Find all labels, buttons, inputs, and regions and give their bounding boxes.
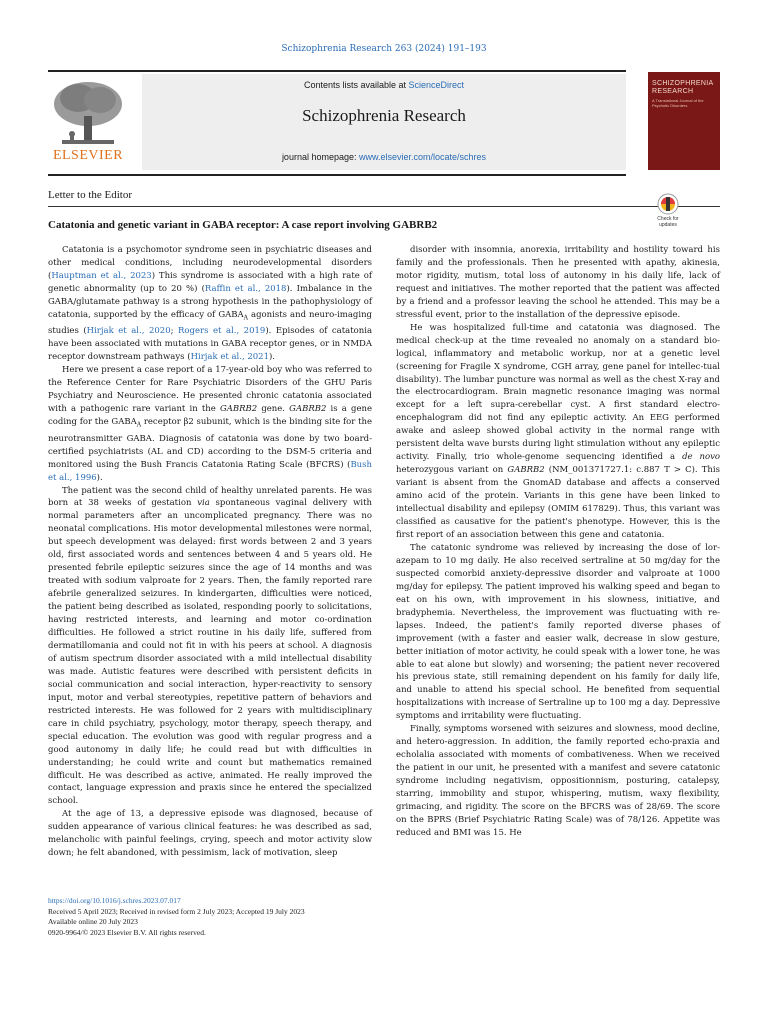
- header-bottom-rule: [48, 174, 626, 176]
- text-run: The catatonic syndrome was relieved by increasing the dose of lor-azepam to 10 mg daily. He also received sertraline at 50 mg/day for the suspected comorbid anxiety-depressive disorder and valproate at 1000 mg/day for epilepsy. The patient improved his walking speed and began to eat on his own, with improvement in his slowness, initiative, and bradyphemia. Nevertheless, the improvement was fluctuating with re-lapses. Indeed, the patient's family reported diverse phases of improvement (with a faster and easier walk, decrease in slow gesture, better initiation of motor activity, he could speak with a lower tone, he was able to eat alone but slowly) and worsening; the patient never recovered his previous state, still remaining dependent on his family for daily life, and unable to attend his special school. He benefited from sequential hospitalizations with increase of Sertraline up to 100 mg a day. Depressive symptoms and irritability were fluctuating.: [396, 542, 720, 722]
- text-run: The patient was the second child of healthy unrelated parents. He was born at 38 weeks of gestation: [48, 485, 372, 509]
- citation-link[interactable]: Rogers et al., 2019: [178, 326, 266, 337]
- text-run: agonists and neuro-imaging studies (: [48, 309, 372, 337]
- homepage-link[interactable]: www.elsevier.com/locate/schres: [359, 152, 487, 162]
- italic-text: GABRB2: [507, 465, 545, 476]
- article-title: Catatonia and genetic variant in GABA receptor: A case report involving GABRB2: [48, 219, 438, 231]
- text-run: He was hospitalized full-time and catatonia was diagnosed. The medical check-up at the time revealed no anomaly on a standard bio-logical, inflammatory and metabolic workup, nor at a genetic level (screening for Fragile X syndrome, CGH array, gene panel for intellec-tual disability). The lumbar puncture was normal as well as the chest X-ray and the electrocardiogram. Brain magnetic resonance imaging was normal except for a left supra-cerebellar cyst. A first standard electro-encephalogram did not find any epileptic activity. An EEG performed awake and asleep showed global activity in the normal range with persistent delta wave bursts during light stimulation without any epileptic activity. Finally, trio whole-genome sequencing identified a: [396, 322, 720, 463]
- copyright-line: 0920-9964/© 2023 Elsevier B.V. All rights reserved.: [48, 927, 206, 937]
- cover-title: SCHIZOPHRENIA RESEARCH: [652, 80, 714, 95]
- text-run: ).: [268, 352, 276, 363]
- citation-link[interactable]: Hauptman et al., 2023: [51, 270, 152, 281]
- doi-link[interactable]: https://doi.org/10.1016/j.schres.2023.07.017: [48, 896, 181, 905]
- homepage-line: [142, 152, 626, 162]
- italic-text: via: [197, 498, 210, 509]
- citation-link[interactable]: Hirjak et al., 2020: [86, 326, 171, 337]
- journal-title: Schizophrenia Research: [302, 106, 466, 125]
- italic-text: GABRB2: [219, 404, 258, 415]
- text-run: Here we present a case report of a 17-year-old boy who was referred to the Reference Center for Rare Psychiatric Disorders of the GHU Paris Psychiatry and Neuroscience. He presented chronic catatonia associated with a pathogenic rare variant in the: [48, 365, 372, 415]
- online-date: Available online 20 July 2023: [48, 917, 138, 926]
- check-updates-label: Check for updates: [657, 216, 679, 228]
- text-run: receptor β2 subunit, which is the binding site for the neurotransmitter GABA. Diagnosis of catatonia was done by two board-certified psychiatrists (AL and CD) according to the DSM-5 criteria and monitored using the Bush Francis Catatonia Rating Scale (BFCRS) (: [48, 417, 373, 470]
- text-run: disorder with insomnia, anorexia, irritability and hostility toward his family and the professionals. Then he presented with apathy, akinesia, motor rigidity, mutism, total loss of autonomy in his daily life, lack of request and initiatives. The mother reported that the patient was affected by a friend and a professor leaving the school he attended. This may be a stressful event, prior to the installation of the depressive episode.: [396, 245, 720, 320]
- text-run: Catatonia is a psychomotor syndrome seen in psychiatric diseases and other medical conditions, including neurodevelopmental disorders (: [48, 245, 372, 281]
- contents-prefix: Contents lists available at: [303, 80, 409, 90]
- citation-link[interactable]: Bush et al., 1996: [48, 459, 372, 483]
- text-run: spontaneous vaginal delivery with normal parameters after an uncomplicated pregnancy. There was no neonatal complications. His motor developmental milestones were normal, but speech development was delayed: first words between 2 and 3 years old, first associated words and sentences between 4 and 5 years old. He presented febrile epileptic seizures since the age of 14 months and was treated with sodium valproate for 2 years. Then, the family reported rare afebrile generalized seizures. In kindergarten, difficulties were noticed, the patient being described as isolated, responding poorly to solicitations, having restricted interests, and learning and motor co-ordination difficulties. He followed a strict routine in his daily life, suffered from dermatillomania and could not fit in with his peers at school. A diagnosis of autism spectrum disorder associated with a mild intellectual disability was made. Autistic features were described with persistent deficits in social communication and social interaction, hyper-reactivity to sensory input, motor and verbal stereotypies, repetitive pattern of behaviors and restricted interests. He was followed for 2 years with multidisciplinary care in child psychiatry, psychology, motor therapy, speech therapy, and special education. The evolution was good with regular progress and a good autonomy in daily life; he could read but with difficulties in understanding; he could write and count but mathematics remained difficult. He was described as active, animated. He really improved the contact, language expression and praxis since he entered the specialized school.: [48, 498, 372, 807]
- italic-text: GABRB2: [289, 404, 327, 415]
- text-run: ). Episodes of catatonia have been associated with mutations in GABA receptor genes, or in NMDA receptor downstream pathways (: [48, 326, 373, 363]
- header-top-rule: [48, 70, 626, 72]
- journal-citation[interactable]: Schizophrenia Research 263 (2024) 191–193: [281, 44, 487, 54]
- body-column-right: [396, 244, 720, 840]
- homepage-prefix: journal homepage:: [281, 152, 359, 162]
- subscript-text: A: [243, 314, 249, 322]
- text-run: gene.: [257, 404, 290, 415]
- contents-line: [142, 80, 626, 90]
- cover-subtitle: A Translational Journal of the Psychotic Disorders: [652, 98, 704, 108]
- publisher-name: ELSEVIER: [52, 148, 124, 163]
- text-run: At the age of 13, a depressive episode was diagnosed, because of sudden appearance of various clinical features: he was described as sad, melancholic with painful feelings, crying, speech and motor activity slow down; he felt abandoned, with pessimism, lack of motivation, sleep: [48, 809, 372, 859]
- body-paragraph: [48, 485, 372, 809]
- received-dates: Received 5 April 2023; Received in revised form 2 July 2023; Accepted 19 July 2023: [48, 906, 305, 916]
- subscript-text: A: [136, 421, 142, 429]
- citation-link[interactable]: Raffin et al., 2018: [204, 283, 287, 294]
- text-run: (NM_001371727.1: c.887 T > C). This variant is absent from the GnomAD database and affects a conserved amino acid of the protein. Variants in this gene have been linked to intellectual disability and epilepsy (OMIM 617829). Thus, this variant was classified as causative for the patient's phenotype. However, this is the first report of an association between this gene and catatonia.: [396, 465, 720, 540]
- body-paragraph: [396, 322, 720, 542]
- body-paragraph: [48, 808, 372, 860]
- body-paragraph: [48, 244, 372, 364]
- journal-cover-image[interactable]: [648, 72, 720, 170]
- check-updates-icon: [648, 192, 688, 216]
- body-paragraph: [396, 542, 720, 723]
- body-paragraph: [48, 364, 372, 484]
- text-run: ) This syndrome is associated with a high rate of genetic abnormality (up to 20 %) (: [48, 270, 372, 294]
- text-run: is a gene coding for the GABA: [48, 404, 372, 428]
- body-column-left: [48, 244, 372, 860]
- sciencedirect-link[interactable]: ScienceDirect: [408, 80, 465, 90]
- article-footer: [48, 896, 448, 938]
- text-run: ;: [170, 326, 179, 337]
- section-label: Letter to the Editor: [48, 189, 132, 201]
- italic-text: de novo: [682, 452, 721, 463]
- text-run: ).: [96, 472, 103, 483]
- check-for-updates-button[interactable]: [648, 192, 688, 236]
- section-rule: [48, 206, 720, 207]
- text-run: ). Imbalance in the GABA/glutamate pathway is a strong hypothesis in the pathophysiology of catatonia, supported by the efficacy of GABA: [48, 283, 372, 320]
- citation-link[interactable]: Hirjak et al., 2021: [190, 352, 269, 363]
- text-run: heterozygous variant on: [396, 465, 508, 476]
- body-paragraph: [396, 244, 720, 322]
- body-paragraph: [396, 723, 720, 840]
- text-run: Finally, symptoms worsened with seizures and slowness, mood decline, and hetero-aggression. In addition, the family reported echo-praxia and echolalia associated with moments of combativeness. When we received the patient in our unit, he presented with a manifest and severe catatonic syndrome including negativism, oppositionnism, posturing, catalepsy, starring, immobility and stupor, whispering, mutism, waxy flexibility, grimacing, and rigidity. The score on the BFCRS was of 28/69. The score on the BPRS (Brief Psychiatric Rating Scale) was of 78/126. Appetite was reduced and BMI was 15. He: [396, 724, 720, 838]
